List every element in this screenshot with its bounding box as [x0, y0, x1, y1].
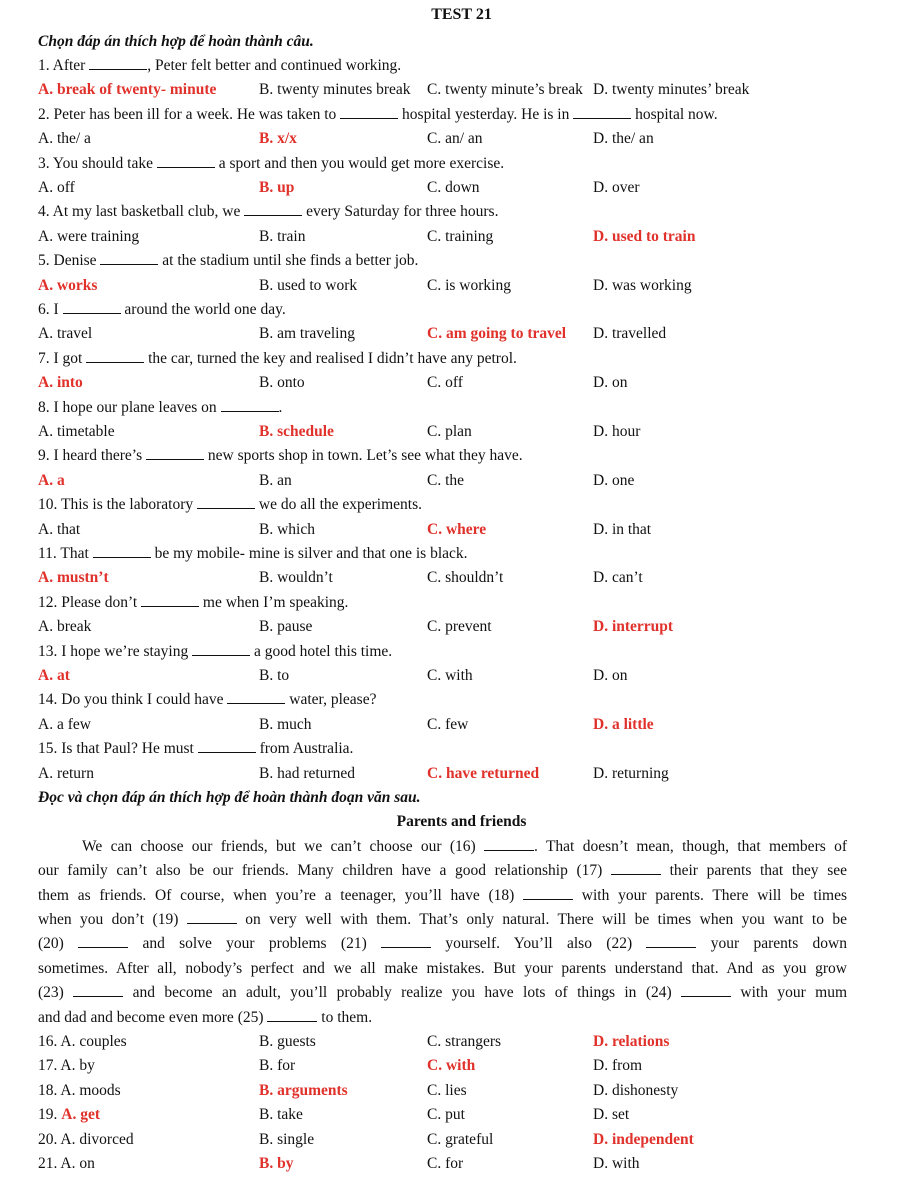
passage-text: our family can’t also be our friends. Many children have a good relationship (17) — [38, 862, 611, 880]
answer-option[interactable]: C. twenty minute’s break — [427, 81, 583, 99]
answer-option[interactable]: D. on — [593, 667, 628, 684]
option-label: C. grateful — [427, 1130, 494, 1148]
passage-text: with your parents. There will be times — [573, 886, 847, 904]
answer-option[interactable]: B. much — [259, 715, 312, 733]
answer-option[interactable]: C. is working — [427, 276, 511, 294]
option-label: A. moods — [60, 1081, 121, 1099]
question-text: 5. Denise — [38, 252, 101, 270]
question-stem — [38, 592, 348, 614]
question-text: , Peter felt better and continued working. — [147, 57, 402, 74]
option-label: C. with — [427, 1057, 476, 1075]
passage-text: and become an adult, you’ll probably realize you have lots of things in (24) — [123, 984, 682, 1002]
answer-option[interactable] — [427, 1031, 501, 1053]
passage-line — [38, 860, 847, 882]
answer-option[interactable]: C. prevent — [427, 618, 492, 636]
answer-option[interactable]: D. in that — [593, 520, 652, 538]
question-text: 11. That — [38, 545, 93, 562]
answer-option[interactable]: D. twenty minutes’ break — [593, 81, 750, 99]
answer-option[interactable]: B. train — [259, 227, 306, 245]
answer-option[interactable]: D. interrupt — [593, 618, 674, 636]
answer-blank — [267, 1007, 317, 1022]
question-text: 13. I hope we’re staying — [38, 642, 193, 660]
option-label: C. put — [427, 1106, 465, 1124]
answer-blank — [63, 299, 121, 314]
option-label: D. relations — [593, 1033, 670, 1050]
answer-option[interactable]: C. plan — [427, 423, 472, 440]
question-text: me when I’m speaking. — [199, 593, 349, 611]
answer-option[interactable]: C. am going to travel — [427, 325, 567, 343]
answer-option[interactable]: C. training — [427, 227, 494, 245]
question-text: the car, turned the key and realised I didn’t have any petrol. — [144, 349, 517, 367]
option-label: D. dishonesty — [593, 1081, 679, 1099]
option-label: A. by — [60, 1057, 95, 1075]
answer-blank — [89, 55, 147, 70]
question-stem — [38, 104, 718, 126]
question-number: 17. — [38, 1057, 61, 1075]
answer-option[interactable] — [593, 1080, 678, 1102]
answer-blank — [100, 250, 158, 265]
question-stem — [38, 250, 418, 272]
answer-option[interactable] — [38, 1055, 95, 1077]
passage-text: with your mum — [731, 984, 848, 1002]
answer-option[interactable]: C. few — [427, 715, 469, 733]
answer-blank — [73, 982, 123, 997]
passage-text: to them. — [317, 1008, 373, 1026]
question-stem — [38, 153, 504, 175]
option-label: B. single — [259, 1130, 315, 1148]
question-text: 14. Do you think I could have — [38, 691, 228, 709]
answer-option[interactable]: A. the/ a — [38, 130, 91, 148]
answer-blank — [221, 397, 279, 412]
answer-option[interactable] — [38, 1080, 121, 1102]
answer-option[interactable]: B. up — [259, 179, 295, 196]
answer-option[interactable]: C. down — [427, 179, 480, 196]
answer-blank — [611, 860, 661, 875]
answer-option[interactable]: C. where — [427, 520, 487, 538]
option-label: B. guests — [259, 1033, 316, 1050]
answer-blank — [86, 348, 144, 363]
question-number: 16. — [38, 1033, 61, 1050]
option-label: A. get — [61, 1106, 100, 1124]
answer-option[interactable]: A. off — [38, 179, 75, 196]
answer-option[interactable] — [427, 1080, 467, 1102]
answer-option[interactable] — [38, 1104, 100, 1126]
option-label: B. by — [259, 1155, 294, 1172]
question-text: 3. You should take — [38, 154, 157, 172]
question-text: 2. Peter has been ill for a week. He was taken to — [38, 105, 341, 123]
question-text: 7. I got — [38, 349, 87, 367]
answer-option[interactable]: A. mustn’t — [38, 569, 109, 587]
passage-line — [38, 885, 847, 907]
answer-option[interactable]: A. at — [38, 667, 70, 684]
option-label: D. independent — [593, 1130, 694, 1148]
answer-option[interactable] — [38, 1031, 127, 1053]
answer-blank — [93, 543, 151, 558]
question-text: 15. Is that Paul? He must — [38, 740, 198, 758]
answer-option[interactable]: D. a little — [593, 715, 654, 733]
option-label: C. lies — [427, 1081, 467, 1099]
answer-option[interactable] — [593, 1055, 642, 1077]
answer-option[interactable] — [259, 1031, 316, 1053]
answer-option[interactable] — [38, 1129, 134, 1151]
option-label: A. couples — [60, 1033, 127, 1050]
option-label: D. with — [593, 1155, 640, 1172]
answer-option[interactable]: D. can’t — [593, 569, 643, 587]
answer-option[interactable]: D. returning — [593, 764, 669, 782]
answer-blank — [197, 494, 255, 509]
question-stem — [38, 55, 401, 77]
passage-text: their parents that they see — [660, 862, 847, 880]
answer-option[interactable]: D. used to train — [593, 227, 696, 245]
answer-option[interactable]: B. pause — [259, 618, 313, 636]
question-text: be my mobile- mine is silver and that one is black. — [150, 545, 468, 562]
passage-text: (20) — [38, 935, 79, 953]
answer-option[interactable] — [259, 1129, 314, 1151]
answer-blank — [198, 738, 256, 753]
answer-blank — [523, 885, 573, 900]
answer-option[interactable]: D. was working — [593, 276, 692, 294]
question-text: . — [278, 398, 283, 416]
question-text: a good hotel this time. — [250, 642, 393, 660]
answer-blank — [157, 153, 215, 168]
answer-option[interactable]: A. return — [38, 764, 94, 782]
answer-option[interactable]: A. that — [38, 520, 81, 538]
question-text: 12. Please don’t — [38, 593, 142, 611]
instruction-part1: Chọn đáp án thích hợp để hoàn thành câu. — [38, 33, 314, 50]
answer-option[interactable]: C. shouldn’t — [427, 569, 504, 587]
answer-option[interactable]: A. timetable — [38, 423, 115, 440]
option-label: B. for — [259, 1057, 296, 1075]
answer-blank — [573, 104, 631, 119]
question-number: 19. — [38, 1106, 62, 1124]
answer-option[interactable] — [259, 1055, 295, 1077]
option-label: B. arguments — [259, 1081, 348, 1099]
question-text: new sports shop in town. Let’s see what they have. — [204, 447, 523, 465]
question-text: 8. I hope our plane leaves on — [38, 398, 221, 416]
answer-option[interactable] — [427, 1055, 475, 1077]
question-number: 18. — [38, 1081, 61, 1099]
passage-text: We can choose our friends, but we can’t choose our (16) — [82, 837, 485, 855]
answer-option[interactable]: A. a — [38, 471, 65, 489]
answer-option[interactable] — [427, 1153, 463, 1175]
answer-option[interactable] — [593, 1104, 629, 1126]
option-label: C. for — [427, 1155, 464, 1172]
passage-text: and dad and become even more (25) — [38, 1008, 268, 1026]
question-text: water, please? — [285, 691, 377, 709]
question-stem — [38, 689, 376, 711]
answer-option[interactable]: C. the — [427, 471, 465, 489]
question-text: 10. This is the laboratory — [38, 496, 197, 514]
question-stem — [38, 494, 422, 516]
question-text: around the world one day. — [120, 301, 286, 318]
passage-line — [82, 836, 847, 858]
answer-option[interactable]: C. off — [427, 374, 463, 392]
passage-title: Parents and friends — [396, 813, 527, 831]
passage-line — [38, 909, 847, 931]
answer-blank — [340, 104, 398, 119]
answer-option[interactable]: B. an — [259, 471, 292, 489]
answer-blank — [646, 933, 696, 948]
answer-blank — [681, 982, 731, 997]
answer-blank — [192, 641, 250, 656]
passage-text: your parents down — [696, 935, 847, 953]
answer-option[interactable] — [427, 1129, 493, 1151]
answer-option[interactable]: D. one — [593, 471, 635, 489]
question-text: at the stadium until she finds a better job. — [158, 252, 419, 270]
page-title: TEST 21 — [431, 6, 492, 23]
answer-option[interactable] — [593, 1153, 640, 1175]
answer-option[interactable]: B. to — [259, 667, 290, 684]
question-text: a sport and then you would get more exercise. — [214, 154, 505, 172]
answer-blank — [484, 836, 534, 851]
answer-blank — [141, 592, 199, 607]
answer-option[interactable]: A. a few — [38, 715, 91, 733]
answer-option[interactable] — [38, 1153, 95, 1175]
option-label: D. set — [593, 1106, 630, 1124]
passage-text: sometimes. After all, nobody’s perfect and we all make mistakes. But your parents understand that. And as you grow — [38, 959, 847, 977]
answer-option[interactable] — [259, 1080, 348, 1102]
answer-blank — [244, 201, 302, 216]
question-text: hospital yesterday. He is in — [398, 105, 574, 123]
question-number: 21. — [38, 1155, 61, 1172]
answer-option[interactable]: C. an/ an — [427, 130, 483, 148]
question-stem — [38, 641, 392, 663]
question-stem — [38, 201, 498, 223]
answer-option[interactable]: B. twenty minutes break — [259, 81, 411, 99]
question-text: every Saturday for three hours. — [302, 203, 499, 221]
answer-option[interactable]: D. the/ an — [593, 130, 654, 148]
passage-text: on very well with them. That’s only natural. There will be times when you want to be — [236, 911, 847, 928]
question-text: 9. I heard there’s — [38, 447, 147, 465]
answer-option[interactable]: C. have returned — [427, 764, 540, 782]
option-label: A. on — [60, 1155, 95, 1172]
answer-blank — [227, 689, 285, 704]
option-label: D. from — [593, 1057, 643, 1075]
answer-option[interactable]: B. schedule — [259, 423, 334, 440]
passage-text: when you don’t (19) — [38, 911, 187, 928]
question-stem — [38, 397, 282, 419]
passage-text: them as friends. Of course, when you’re a teenager, you’ll have (18) — [38, 886, 524, 904]
answer-option[interactable] — [259, 1153, 293, 1175]
passage-text: . That doesn’t mean, though, that members of — [534, 837, 847, 855]
passage-text: yourself. You’ll also (22) — [431, 935, 647, 953]
question-text: 4. At my last basketball club, we — [38, 203, 245, 221]
answer-option[interactable] — [593, 1129, 694, 1151]
answer-option[interactable]: A. break of twenty- minute — [38, 81, 217, 99]
question-stem — [38, 543, 468, 565]
answer-option[interactable]: B. which — [259, 520, 315, 538]
option-label: A. divorced — [60, 1130, 134, 1148]
question-text: 1. After — [38, 57, 90, 74]
answer-blank — [381, 933, 431, 948]
answer-option[interactable]: B. used to work — [259, 276, 358, 294]
question-text: from Australia. — [255, 740, 354, 758]
question-stem — [38, 348, 517, 370]
answer-option[interactable]: D. on — [593, 374, 628, 392]
question-stem — [38, 299, 286, 321]
question-stem — [38, 445, 523, 467]
instruction-part2: Đọc và chọn đáp án thích hợp để hoàn thành đoạn văn sau. — [38, 789, 421, 806]
question-text: we do all the experiments. — [255, 496, 423, 514]
answer-option[interactable]: A. travel — [38, 325, 93, 343]
answer-option[interactable]: A. were training — [38, 227, 140, 245]
passage-line — [38, 982, 847, 1004]
answer-option[interactable]: B. wouldn’t — [259, 569, 333, 587]
option-label: B. take — [259, 1106, 303, 1124]
passage-line — [38, 933, 847, 955]
answer-option[interactable]: D. travelled — [593, 325, 667, 343]
passage-text: and solve your problems (21) — [128, 935, 382, 953]
answer-option[interactable] — [259, 1104, 303, 1126]
answer-option[interactable] — [593, 1031, 669, 1053]
question-number: 20. — [38, 1130, 61, 1148]
question-stem — [38, 738, 353, 760]
passage-line — [38, 958, 847, 980]
option-label: C. strangers — [427, 1033, 502, 1050]
answer-option[interactable]: A. into — [38, 374, 83, 392]
answer-option[interactable]: B. am traveling — [259, 325, 355, 343]
answer-option[interactable]: C. with — [427, 667, 473, 684]
question-text: hospital now. — [631, 105, 718, 123]
answer-option[interactable]: B. x/x — [259, 130, 297, 148]
question-text: 6. I — [38, 301, 63, 318]
answer-option[interactable]: A. break — [38, 618, 92, 636]
answer-option[interactable]: B. had returned — [259, 764, 355, 782]
answer-option[interactable]: B. onto — [259, 374, 305, 392]
answer-option[interactable] — [427, 1104, 465, 1126]
passage-text: (23) — [38, 984, 74, 1002]
answer-blank — [187, 909, 237, 924]
answer-blank — [78, 933, 128, 948]
passage-line — [38, 1007, 847, 1029]
answer-option[interactable]: D. over — [593, 179, 640, 196]
answer-blank — [146, 445, 204, 460]
answer-option[interactable]: A. works — [38, 276, 98, 294]
answer-option[interactable]: D. hour — [593, 423, 641, 440]
